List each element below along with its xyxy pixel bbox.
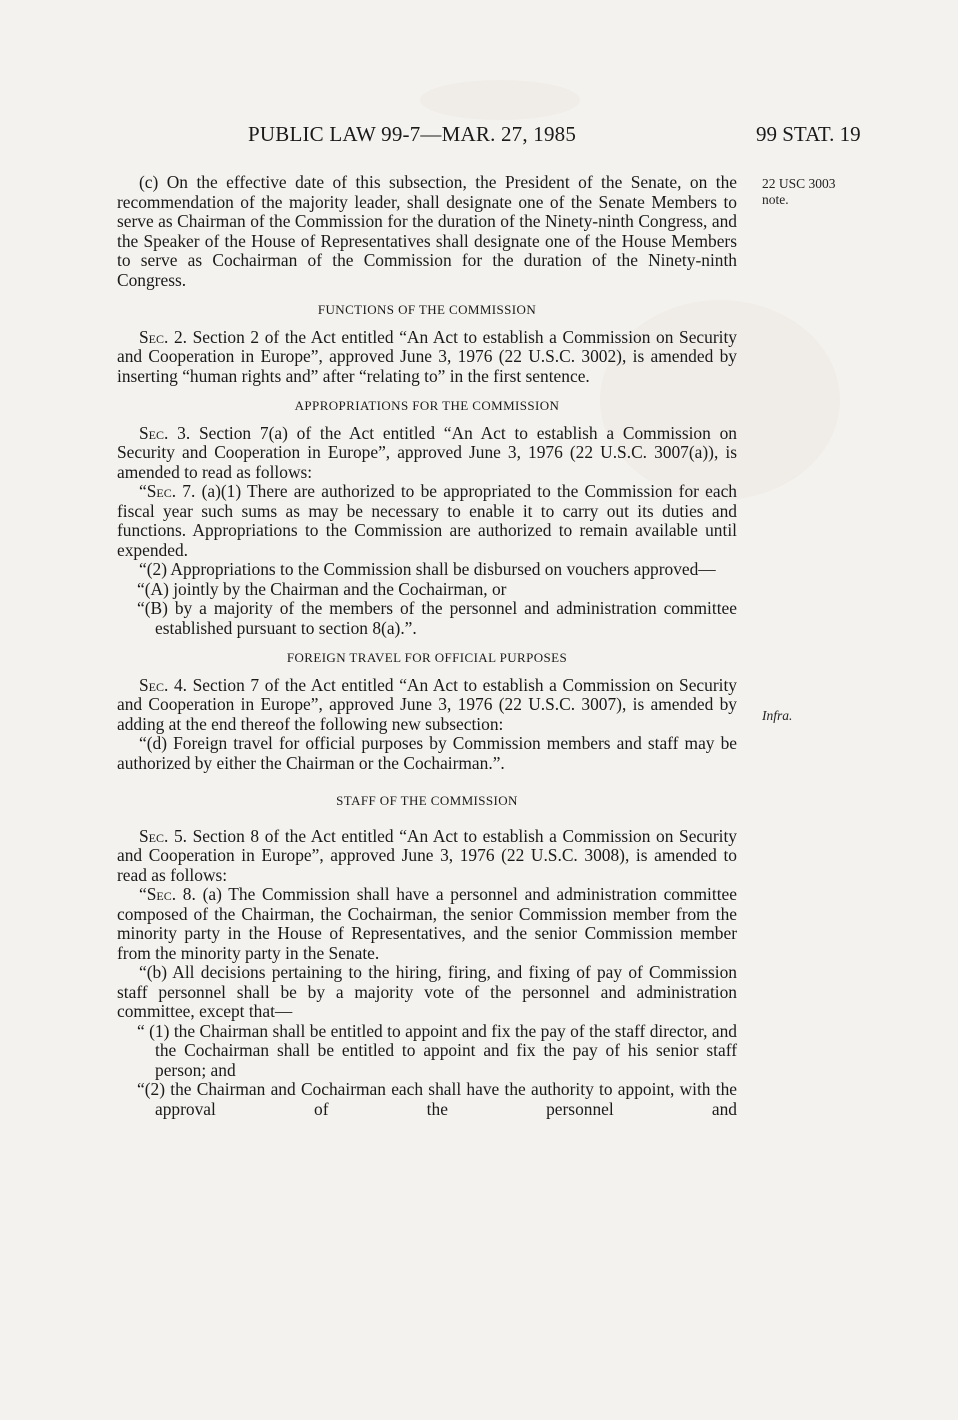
section-5 (117, 827, 737, 886)
margin-note-note: note. (762, 192, 789, 207)
heading-functions: FUNCTIONS OF THE COMMISSION (317, 302, 537, 317)
section-label: Sec. 5. (139, 825, 188, 846)
margin-note-citation: 22 USC 3003 (762, 176, 836, 191)
paragraph-c: (c) On the effective date of this subsection, the President of the Senate, on the recommendation of the majority leader, shall designate one of the Senate Members to serve as Chairman of the Commission for the duration of the Ninety-ninth Congress, and the Speaker of the House of Representatives shall designate one of the House Members to serve as Cochairman of the Commission for the duration of the Ninety-ninth Congress. (117, 172, 737, 290)
section-label: Sec. 3. (139, 422, 191, 443)
section-8-b1: “ (1) the Chairman shall be entitled to appoint and fix the pay of the staff director, and the Cochairman shall be entitled to appoint and fix the pay of his senior staff person; and (137, 1020, 737, 1080)
section-7-B: “(B) by a majority of the members of the personnel and administration committee established pursuant to section 8(a).”. (137, 598, 737, 638)
heading-travel: FOREIGN TRAVEL FOR OFFICIAL PURPOSES (286, 650, 568, 665)
section-label: Sec. 4. (139, 674, 188, 695)
margin-note-usc (762, 176, 836, 208)
margin-note-infra: Infra. (762, 708, 793, 723)
document-body (117, 173, 737, 1119)
section-label: Sec. 2. (139, 326, 188, 347)
section-label: “Sec. 8. (139, 884, 196, 904)
section-7-a2: “(2) Appropriations to the Commission shall be disbursed on vouchers approved— (139, 559, 716, 579)
section-text: Section 8 of the Act entitled “An Act to establish a Commission on Security and Cooperation in Europe”, approved June 3, 1976 (22 U.S.C. 3008), is amended to read as follows: (117, 825, 737, 885)
section-3 (117, 424, 737, 483)
heading-staff: STAFF OF THE COMMISSION (336, 793, 518, 808)
running-head: PUBLIC LAW 99-7—MAR. 27, 1985 (248, 122, 577, 146)
section-8-b2: “(2) the Chairman and Cochairman each shall have the authority to appoint, with the approval of the personnel and (137, 1079, 737, 1119)
section-text: Section 7 of the Act entitled “An Act to establish a Commission on Security and Cooperation in Europe”, approved June 3, 1976 (22 U.S.C. 3007), is amended by adding at the end thereof the following new subsection: (117, 674, 737, 734)
section-7-A: “(A) jointly by the Chairman and the Cochairman, or (137, 578, 507, 599)
section-text: (a)(1) There are authorized to be appropriated to the Commission for each fiscal year such sums as may be necessary to enable it to carry out its duties and functions. Appropriations to the Commission are authorized to remain available until expended. (117, 481, 737, 560)
section-8-b: “(b) All decisions pertaining to the hiring, firing, and fixing of pay of Commission staff personnel shall be by a majority vote of the personnel and administration committee, except that— (117, 962, 737, 1021)
section-text: Section 2 of the Act entitled “An Act to establish a Commission on Security and Cooperation in Europe”, approved June 3, 1976 (22 U.S.C. 3002), is amended by inserting “human rights and” after “relating to” in the first sentence. (117, 326, 737, 386)
section-text: (a) The Commission shall have a personnel and administration committee composed of the Chairman, the Cochairman, the senior Commission member from the minority party in the House of Representatives, and the senior Commission member from the minority party in the Senate. (117, 884, 737, 963)
section-4-d: “(d) Foreign travel for official purposes by Commission members and staff may be authorized by either the Chairman or the Cochairman.”. (117, 733, 737, 773)
heading-appropriations: APPROPRIATIONS FOR THE COMMISSION (294, 398, 560, 413)
section-label: “Sec. 7. (139, 481, 196, 501)
section-text: Section 7(a) of the Act entitled “An Act to establish a Commission on Security and Cooperation in Europe”, approved June 3, 1976 (22 U.S.C. 3007(a)), is amended to read as follows: (117, 422, 737, 482)
page-folio: 99 STAT. 19 (756, 122, 861, 146)
section-7-a1 (117, 482, 737, 560)
section-4 (117, 676, 737, 735)
section-2 (117, 328, 737, 387)
section-8-a (117, 885, 737, 963)
